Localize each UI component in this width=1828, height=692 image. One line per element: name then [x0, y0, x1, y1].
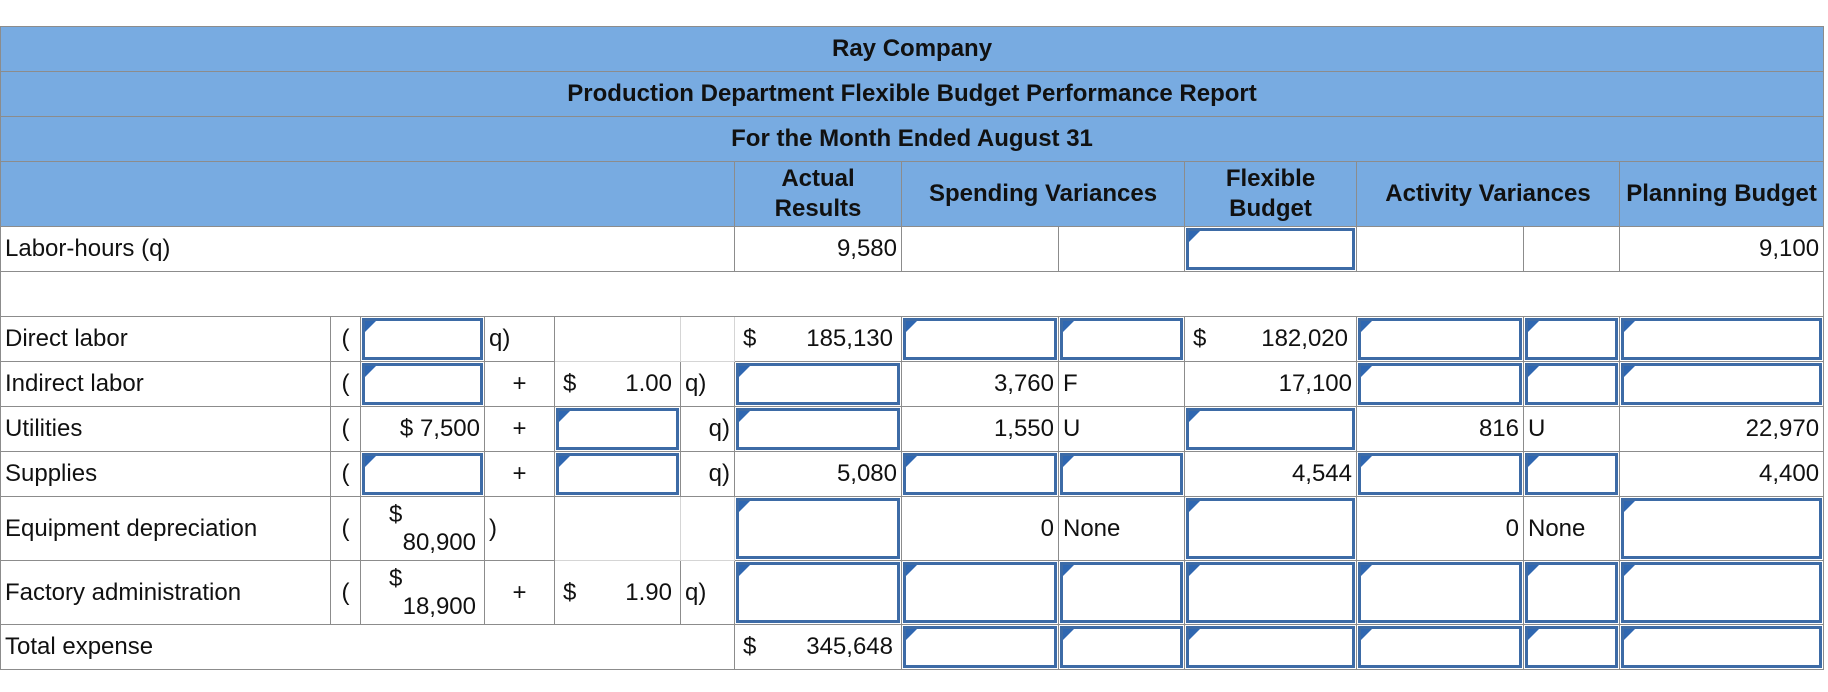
company-name: Ray Company	[1, 27, 1824, 72]
factory-administration-fixed: $ 18,900	[361, 561, 485, 625]
indirect-labor-flexible: 17,100	[1185, 362, 1357, 407]
company-row	[1, 27, 1824, 72]
input-marker-icon	[1528, 629, 1539, 640]
labor-hours-spending-amount	[902, 227, 1059, 272]
total-expense-spending-input[interactable]	[902, 625, 1059, 670]
utilities-activity-flag: U	[1524, 407, 1620, 452]
utilities-variable-input[interactable]	[555, 407, 681, 452]
input-marker-icon	[906, 321, 917, 332]
column-header-row	[1, 162, 1824, 227]
spacer-cell	[1, 272, 1824, 317]
total-expense-row	[1, 625, 1824, 670]
equipment-depreciation-variable-empty	[555, 497, 681, 561]
input-marker-icon	[1361, 456, 1372, 467]
header-planning-budget: Planning Budget	[1620, 162, 1824, 227]
header-spending-variances: Spending Variances	[902, 162, 1185, 227]
equipment-depreciation-fixed: $ 80,900	[361, 497, 485, 561]
input-marker-icon	[739, 411, 750, 422]
input-marker-icon	[559, 411, 570, 422]
factory-administration-variable: $ 1.90	[555, 561, 681, 625]
open-paren: (	[331, 452, 361, 497]
close-q: q)	[681, 561, 735, 625]
open-paren: (	[331, 362, 361, 407]
equipment-depreciation-spending: 0	[902, 497, 1059, 561]
equipment-depreciation-actual-input[interactable]	[735, 497, 902, 561]
input-marker-icon	[1361, 321, 1372, 332]
supplies-row	[1, 452, 1824, 497]
supplies-activity-flag-input[interactable]	[1524, 452, 1620, 497]
input-marker-icon	[739, 501, 750, 512]
flexible-budget-report	[0, 26, 1823, 670]
plus-sign: +	[485, 561, 555, 625]
equipment-depreciation-close-empty	[681, 497, 735, 561]
factory-administration-planning-input[interactable]	[1620, 561, 1824, 625]
indirect-labor-variable: $ 1.00	[555, 362, 681, 407]
direct-labor-planning-input[interactable]	[1620, 317, 1824, 362]
factory-administration-label: Factory administration	[1, 561, 331, 625]
close-q: q)	[681, 407, 735, 452]
input-marker-icon	[1063, 456, 1074, 467]
total-expense-planning-input[interactable]	[1620, 625, 1824, 670]
indirect-labor-fixed-input[interactable]	[361, 362, 485, 407]
total-expense-activity-input[interactable]	[1357, 625, 1524, 670]
indirect-labor-spending-flag: F	[1059, 362, 1185, 407]
indirect-labor-label: Indirect labor	[1, 362, 331, 407]
input-marker-icon	[1063, 629, 1074, 640]
equipment-depreciation-planning-input[interactable]	[1620, 497, 1824, 561]
report-table	[0, 26, 1824, 670]
labor-hours-label: Labor-hours (q)	[1, 227, 735, 272]
factory-administration-flexible-input[interactable]	[1185, 561, 1357, 625]
input-marker-icon	[906, 629, 917, 640]
header-activity-variances: Activity Variances	[1357, 162, 1620, 227]
supplies-actual: 5,080	[735, 452, 902, 497]
close-q: q)	[681, 452, 735, 497]
factory-administration-activity-input[interactable]	[1357, 561, 1524, 625]
input-marker-icon	[1189, 411, 1200, 422]
labor-hours-activity-flag	[1524, 227, 1620, 272]
factory-administration-activity-flag-input[interactable]	[1524, 561, 1620, 625]
direct-labor-spending-flag-input[interactable]	[1059, 317, 1185, 362]
supplies-planning: 4,400	[1620, 452, 1824, 497]
plus-sign: +	[485, 362, 555, 407]
factory-administration-row	[1, 561, 1824, 625]
plus-sign: +	[485, 407, 555, 452]
supplies-spending-input[interactable]	[902, 452, 1059, 497]
direct-labor-fixed-input[interactable]	[361, 317, 485, 362]
input-marker-icon	[1528, 366, 1539, 377]
equipment-depreciation-row	[1, 497, 1824, 561]
plus-sign: +	[485, 452, 555, 497]
total-expense-activity-flag-input[interactable]	[1524, 625, 1620, 670]
input-marker-icon	[1624, 501, 1635, 512]
direct-labor-label: Direct labor	[1, 317, 331, 362]
input-marker-icon	[365, 456, 376, 467]
input-marker-icon	[1189, 629, 1200, 640]
labor-hours-planning: 9,100	[1620, 227, 1824, 272]
supplies-spending-flag-input[interactable]	[1059, 452, 1185, 497]
input-marker-icon	[1189, 231, 1200, 242]
utilities-actual-input[interactable]	[735, 407, 902, 452]
total-expense-actual: $ 345,648	[735, 625, 902, 670]
input-marker-icon	[739, 565, 750, 576]
input-marker-icon	[1624, 366, 1635, 377]
spacer-row	[1, 272, 1824, 317]
close-q: q)	[485, 317, 555, 362]
equipment-depreciation-spending-flag: None	[1059, 497, 1185, 561]
utilities-planning: 22,970	[1620, 407, 1824, 452]
supplies-variable-input[interactable]	[555, 452, 681, 497]
header-actual-results: Actual Results	[735, 162, 902, 227]
header-blank	[1, 162, 735, 227]
input-marker-icon	[1189, 501, 1200, 512]
input-marker-icon	[1528, 456, 1539, 467]
report-title: Production Department Flexible Budget Performance Report	[1, 72, 1824, 117]
input-marker-icon	[1361, 629, 1372, 640]
input-marker-icon	[1361, 366, 1372, 377]
labor-hours-row	[1, 227, 1824, 272]
direct-labor-spending-input[interactable]	[902, 317, 1059, 362]
factory-administration-spending-input[interactable]	[902, 561, 1059, 625]
direct-labor-actual: $ 185,130	[735, 317, 902, 362]
labor-hours-actual: 9,580	[735, 227, 902, 272]
input-marker-icon	[1528, 565, 1539, 576]
equipment-depreciation-label: Equipment depreciation	[1, 497, 331, 561]
input-marker-icon	[1063, 565, 1074, 576]
input-marker-icon	[906, 565, 917, 576]
supplies-flexible: 4,544	[1185, 452, 1357, 497]
supplies-activity-input[interactable]	[1357, 452, 1524, 497]
report-period: For the Month Ended August 31	[1, 117, 1824, 162]
input-marker-icon	[365, 321, 376, 332]
direct-labor-row	[1, 317, 1824, 362]
input-marker-icon	[559, 456, 570, 467]
total-expense-flexible-input[interactable]	[1185, 625, 1357, 670]
equipment-depreciation-activity-flag: None	[1524, 497, 1620, 561]
input-marker-icon	[1624, 629, 1635, 640]
utilities-spending-flag: U	[1059, 407, 1185, 452]
utilities-spending: 1,550	[902, 407, 1059, 452]
period-row	[1, 117, 1824, 162]
input-marker-icon	[739, 366, 750, 377]
input-marker-icon	[1624, 321, 1635, 332]
open-paren: (	[331, 497, 361, 561]
indirect-labor-activity-input[interactable]	[1357, 362, 1524, 407]
input-marker-icon	[1528, 321, 1539, 332]
report-title-row	[1, 72, 1824, 117]
indirect-labor-spending: 3,760	[902, 362, 1059, 407]
header-flexible-budget: Flexible Budget	[1185, 162, 1357, 227]
input-marker-icon	[1189, 565, 1200, 576]
total-expense-label: Total expense	[1, 625, 735, 670]
open-paren: (	[331, 407, 361, 452]
indirect-labor-actual-input[interactable]	[735, 362, 902, 407]
labor-hours-spending-flag	[1059, 227, 1185, 272]
input-marker-icon	[1361, 565, 1372, 576]
direct-labor-activity-input[interactable]	[1357, 317, 1524, 362]
supplies-label: Supplies	[1, 452, 331, 497]
utilities-activity: 816	[1357, 407, 1524, 452]
open-paren: (	[331, 317, 361, 362]
direct-labor-activity-flag-input[interactable]	[1524, 317, 1620, 362]
utilities-flexible-input[interactable]	[1185, 407, 1357, 452]
input-marker-icon	[1063, 321, 1074, 332]
direct-labor-variable-empty	[555, 317, 681, 362]
direct-labor-flexible: $ 182,020	[1185, 317, 1357, 362]
factory-administration-actual-input[interactable]	[735, 561, 902, 625]
factory-administration-spending-flag-input[interactable]	[1059, 561, 1185, 625]
indirect-labor-planning-input[interactable]	[1620, 362, 1824, 407]
indirect-labor-activity-flag-input[interactable]	[1524, 362, 1620, 407]
total-expense-spending-flag-input[interactable]	[1059, 625, 1185, 670]
utilities-label: Utilities	[1, 407, 331, 452]
close-q: q)	[681, 362, 735, 407]
utilities-row	[1, 407, 1824, 452]
utilities-fixed: $ 7,500	[361, 407, 485, 452]
labor-hours-flexible-input[interactable]	[1185, 227, 1357, 272]
close-paren: )	[485, 497, 555, 561]
labor-hours-activity-amount	[1357, 227, 1524, 272]
input-marker-icon	[1624, 565, 1635, 576]
direct-labor-close-empty	[681, 317, 735, 362]
equipment-depreciation-activity: 0	[1357, 497, 1524, 561]
supplies-fixed-input[interactable]	[361, 452, 485, 497]
input-marker-icon	[906, 456, 917, 467]
equipment-depreciation-flexible-input[interactable]	[1185, 497, 1357, 561]
indirect-labor-row	[1, 362, 1824, 407]
open-paren: (	[331, 561, 361, 625]
input-marker-icon	[365, 366, 376, 377]
